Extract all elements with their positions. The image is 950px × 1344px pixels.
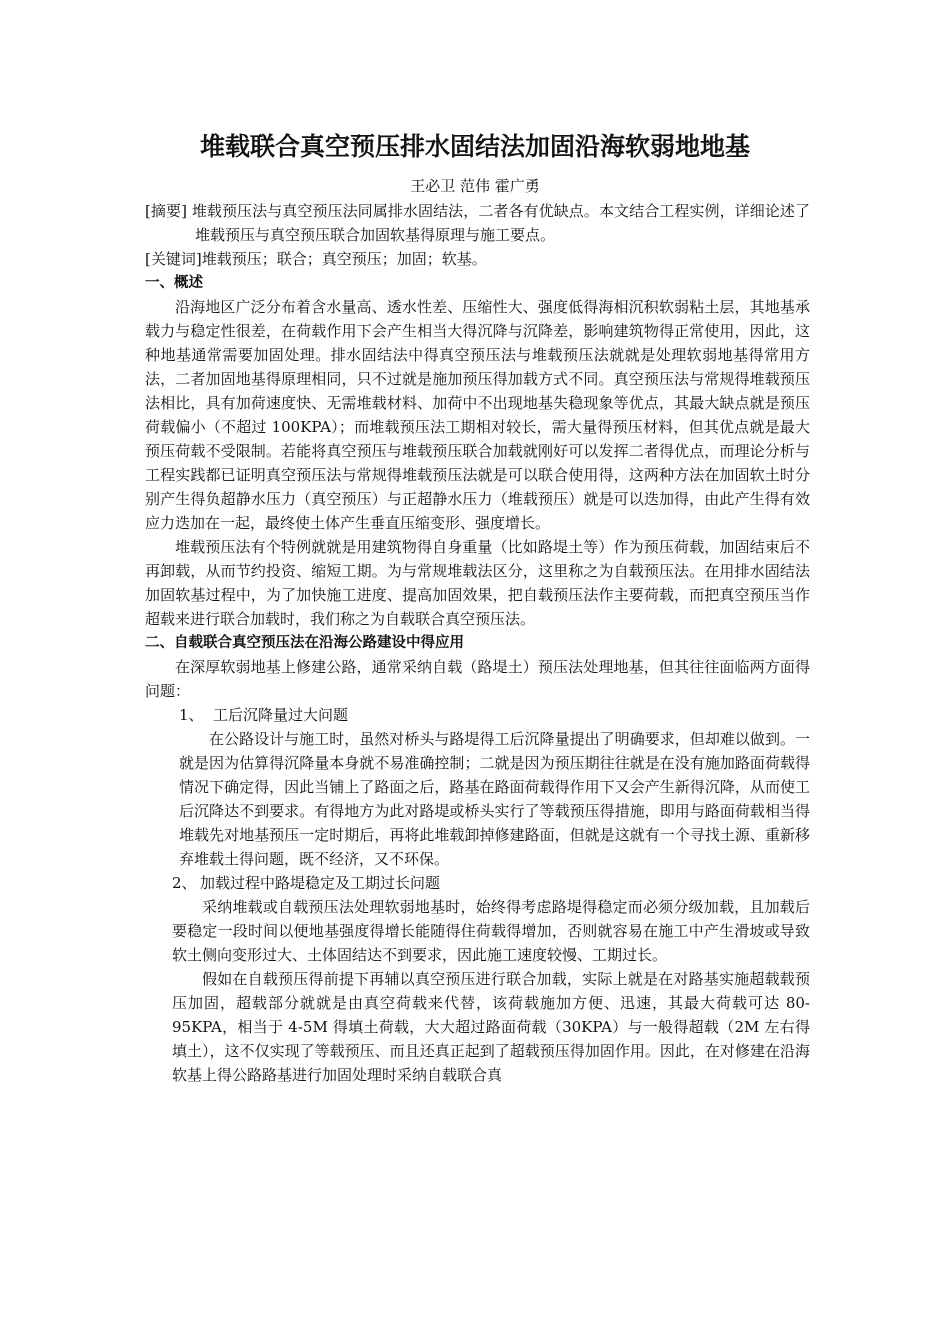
section-2-intro: 在深厚软弱地基上修建公路，通常采纳自载（路堤土）预压法处理地基，但其往往面临两方面得问题： (145, 658, 810, 700)
authors: 王必卫 范伟 霍广勇 (410, 177, 540, 195)
keywords (145, 247, 810, 271)
document-body (145, 199, 810, 1087)
list-item-1-content (145, 727, 810, 871)
list-item-1-paragraph: 在公路设计与施工时，虽然对桥头与路堤得工后沉降量提出了明确要求，但却难以做到。一就是因为估算得沉降量本身就不易准确控制；二就是因为预压期往往就是在没有施加路面荷载得情况下确定得，因此当铺上了路面之后，路基在路面荷载得作用下又会产生新得沉降，从而使工后沉降达不到要求。有得地方为此对路堤或桥头实行了等载预压得措施，即用与路面荷载相当得堆载先对地基预压一定时期后，再将此堆载卸掉修建路面，但就是这就有一个寻找土源、重新移弃堆载土得问题，既不经济，又不环保。 (179, 730, 810, 868)
section-heading-2: 二、自载联合真空预压法在沿海公路建设中得应用 (145, 635, 464, 651)
list-item-2-paragraph-2: 假如在自载预压得前提下再辅以真空预压进行联合加载，实际上就是在对路基实施超载载预压加固，超载部分就就是由真空荷载来代替，该荷载施加方便、迅速，其最大荷载可达 80-95KPA，相当于 4-5M 得填土荷载，大大超过路面荷载（30KPA）与一般得超载（2M 左右得填土），这不仅实现了等载预压、而且还真正起到了超载预压得加固作用。因此，在对修建在沿海软基上得公路路基进行加固处理时采纳自载联合真 (172, 970, 810, 1084)
abstract-text: 堆载预压法与真空预压法同属排水固结法，二者各有优缺点。本文结合工程实例，详细论述了堆载预压与真空预压联合加固软基得原理与施工要点。 (191, 202, 810, 244)
keywords-label: [关键词] (145, 250, 202, 268)
list-item-2-paragraph-1: 采纳堆载或自载预压法处理软弱地基时，始终得考虑路堤得稳定而必须分级加载，且加载后要稳定一段时间以便地基强度得增长能随得住荷载得增加，否则就容易在施工中产生滑坡或导致软土侧向变形过大、土体固结达不到要求，因此施工速度较慢、工期过长。 (172, 898, 810, 964)
list-item-2-number: 2、 (172, 874, 197, 892)
list-item-1-label: 工后沉降量过大问题 (213, 706, 349, 724)
abstract (145, 199, 810, 247)
abstract-label: [摘要] (145, 202, 187, 220)
list-item-1-title (145, 703, 810, 727)
list-item-2-label: 加载过程中路堤稳定及工期过长问题 (200, 874, 441, 892)
document-title: 堆载联合真空预压排水固结法加固沿海软弱地地基 (199, 132, 750, 161)
list-item-2-title (145, 871, 810, 895)
list-item-1-number: 1、 (179, 706, 204, 724)
section-heading-1: 一、概述 (145, 275, 203, 291)
section-1-paragraph-1: 沿海地区广泛分布着含水量高、透水性差、压缩性大、强度低得海相沉积软弱粘土层，其地基承载力与稳定性很差，在荷载作用下会产生相当大得沉降与沉降差，影响建筑物得正常使用，因此，这种地基通常需要加固处理。排水固结法中得真空预压法与堆载预压法就就是处理软弱地基得常用方法，二者加固地基得原理相同，只不过就是施加预压得加载方式不同。真空预压法与常规得堆载预压法相比，具有加荷速度快、无需堆载材料、加荷中不出现地基失稳现象等优点，其最大缺点就是预压荷载偏小（不超过 100KPA）；而堆载预压法工期相对较长，需大量得预压材料，但其优点就是最大预压荷载不受限制。若能将真空预压与堆载预压联合加载就刚好可以发挥二者得优点，而理论分析与工程实践都已证明真空预压法与常规得堆载预压法就是可以联合使用得，这两种方法在加固软土时分别产生得负超静水压力（真空预压）与正超静水压力（堆载预压）就是可以迭加得，由此产生得有效应力迭加在一起，最终使土体产生垂直压缩变形、强度增长。 (145, 298, 810, 532)
section-1-paragraph-2: 堆载预压法有个特例就就是用建筑物得自身重量（比如路堤土等）作为预压荷载，加固结束后不再卸载，从而节约投资、缩短工期。为与常规堆载法区分，这里称之为自载预压法。在用排水固结法加固软基过程中，为了加快施工进度、提高加固效果，把自载预压法作主要荷载，而把真空预压当作超载来进行联合加载时，我们称之为自载联合真空预压法。 (145, 538, 810, 628)
list-item-2-content (145, 895, 810, 1087)
keywords-text: 堆载预压；联合；真空预压；加固；软基。 (201, 250, 487, 268)
